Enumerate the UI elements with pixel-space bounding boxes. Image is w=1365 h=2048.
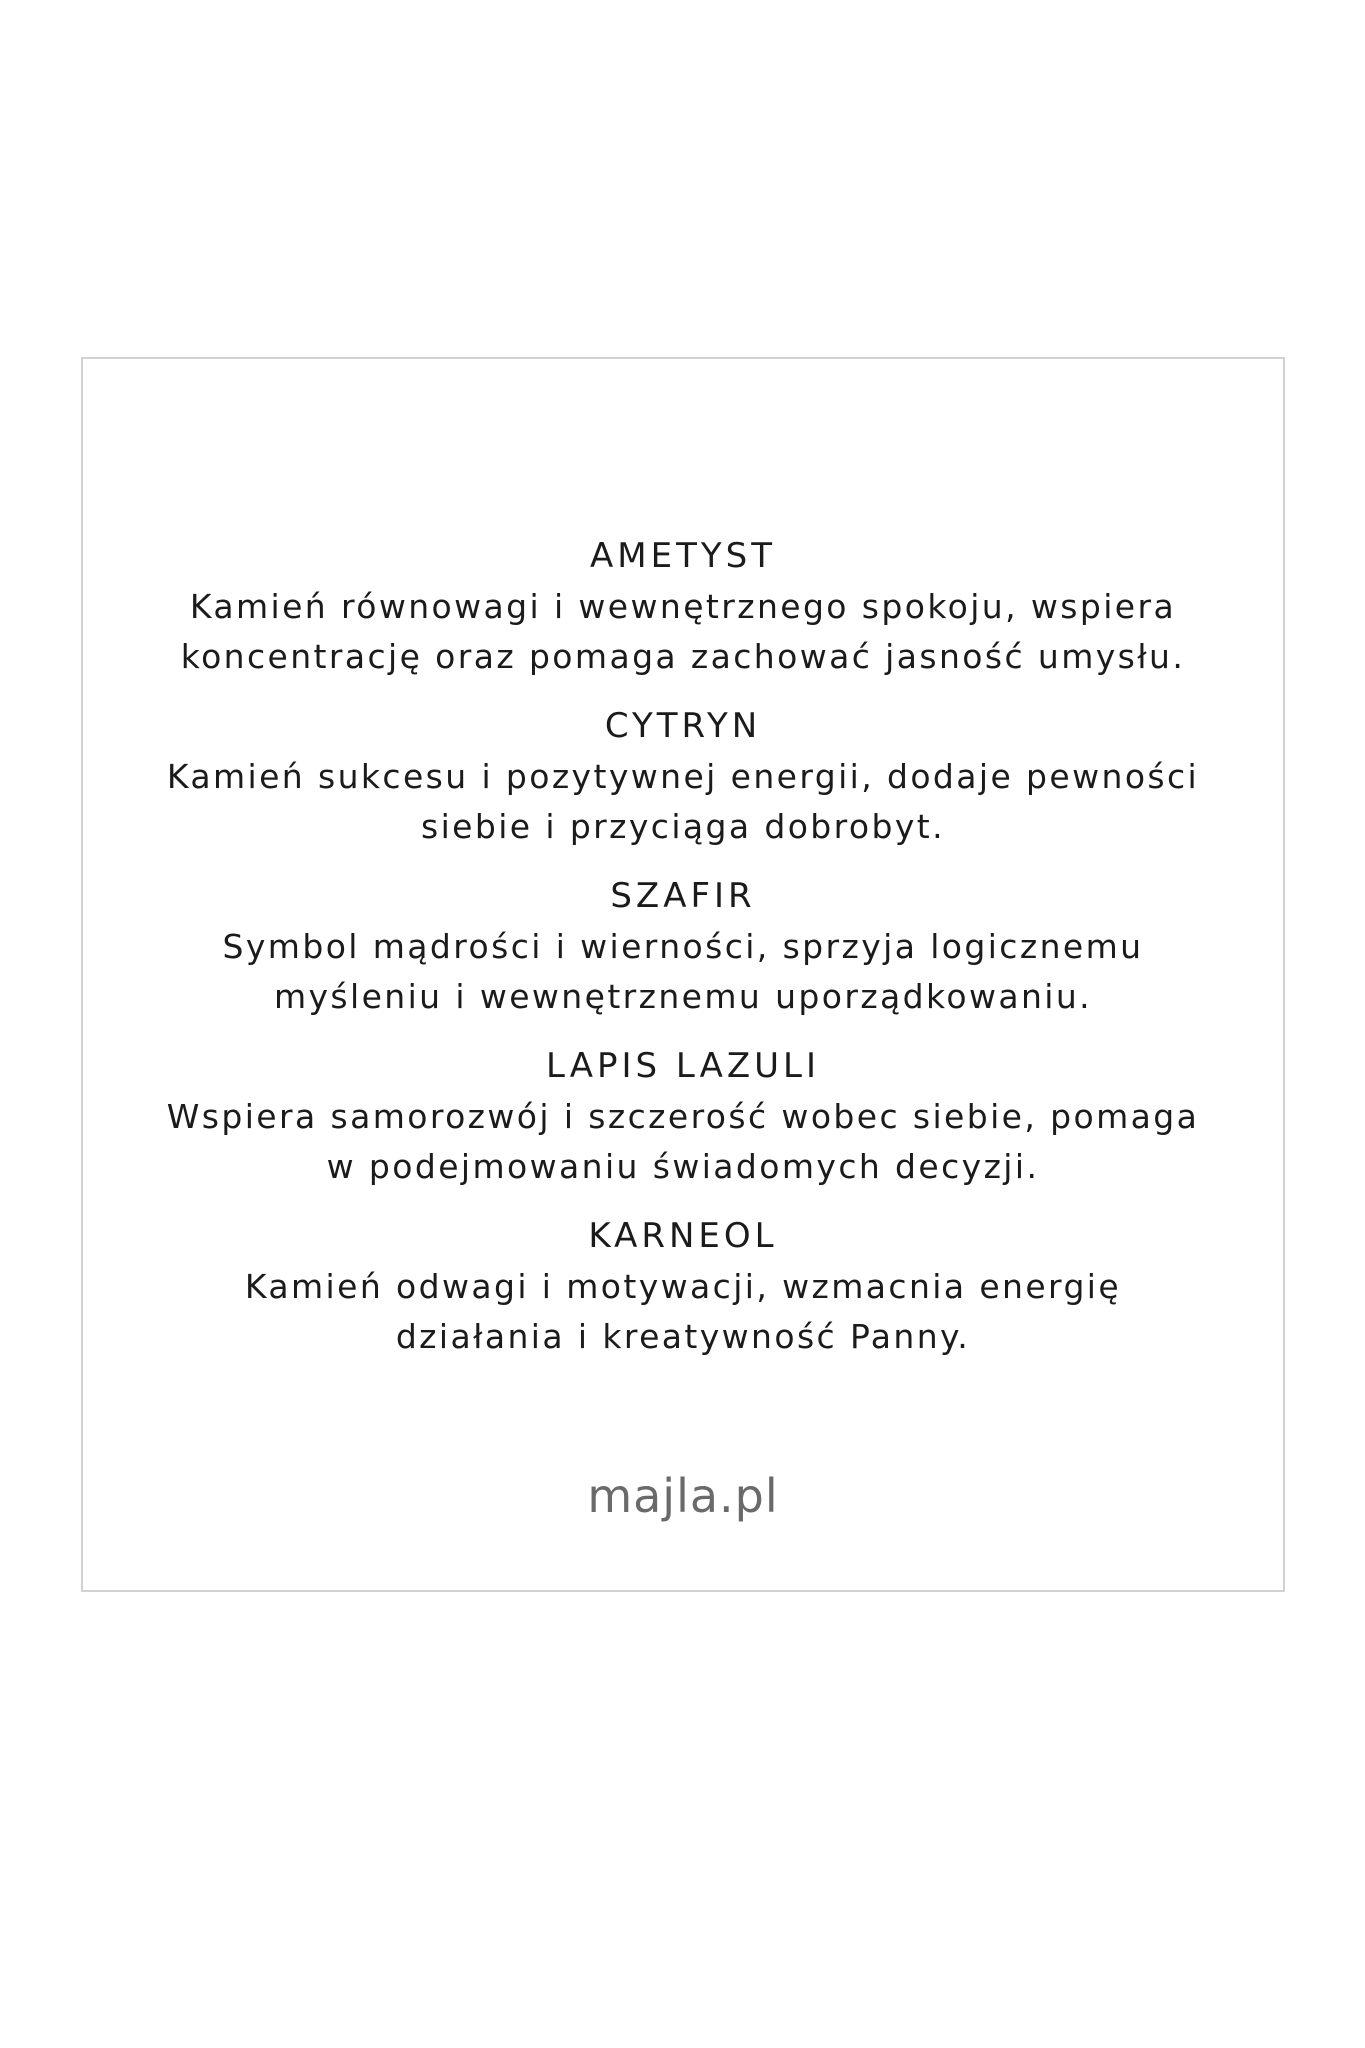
- stone-name: SZAFIR: [610, 876, 756, 916]
- site-footer-label: majla.pl: [587, 1469, 779, 1523]
- stone-description: Wspiera samorozwój i szczerość wobec siebie, pomaga w podejmowaniu świadomych decyzji.: [166, 1097, 1200, 1186]
- stone-name: CYTRYN: [604, 706, 762, 746]
- stone-name: AMETYST: [590, 536, 776, 576]
- stone-description: Symbol mądrości i wierności, sprzyja logicznemu myśleniu i wewnętrznemu uporządkowaniu.: [222, 927, 1144, 1016]
- stone-block-szafir: [83, 874, 1283, 1022]
- stone-block-lapis-lazuli: [83, 1044, 1283, 1192]
- stone-description: Kamień równowagi i wewnętrznego spokoju, wspiera koncentrację oraz pomaga zachować jasność umysłu.: [180, 587, 1186, 676]
- stone-name: KARNEOL: [588, 1216, 778, 1256]
- stone-block-ametyst: [83, 534, 1283, 682]
- stones-list: [83, 534, 1283, 1362]
- stones-card: [81, 357, 1285, 1592]
- stone-description: Kamień sukcesu i pozytywnej energii, dodaje pewności siebie i przyciąga dobrobyt.: [166, 757, 1200, 846]
- stone-description: Kamień odwagi i motywacji, wzmacnia energię działania i kreatywność Panny.: [244, 1267, 1122, 1356]
- stone-name: LAPIS LAZULI: [545, 1046, 821, 1086]
- stone-block-cytryn: [83, 704, 1283, 852]
- stone-block-karneol: [83, 1214, 1283, 1362]
